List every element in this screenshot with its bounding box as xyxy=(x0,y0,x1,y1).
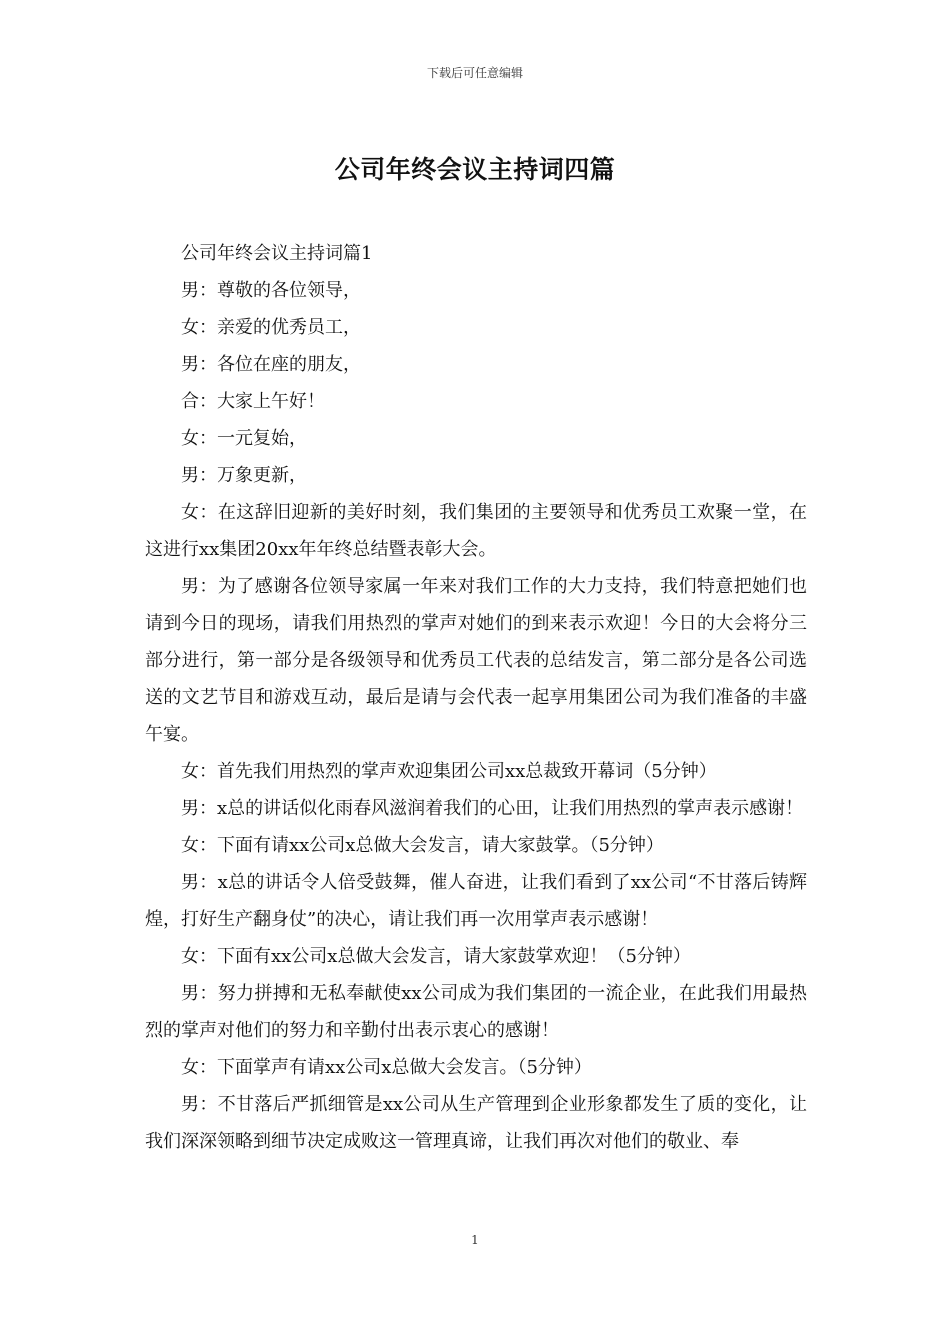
paragraph: 男：x总的讲话令人倍受鼓舞，催人奋进，让我们看到了xx公司“不甘落后铸辉煌，打好生产翻身仗”的决心，请让我们再一次用掌声表示感谢！ xyxy=(145,872,807,930)
paragraph: 合：大家上午好！ xyxy=(181,391,325,412)
paragraph: 男：为了感谢各位领导家属一年来对我们工作的大力支持，我们特意把她们也请到今日的现场，请我们用热烈的掌声对她们的到来表示欢迎！今日的大会将分三部分进行，第一部分是各级领导和优秀员工代表的总结发言，第二部分是各公司选送的文艺节目和游戏互动，最后是请与会代表一起享用集团公司为我们准备的丰盛午宴。 xyxy=(145,576,807,745)
paragraph: 女：下面掌声有请xx公司x总做大会发言。（5分钟） xyxy=(181,1057,592,1078)
paragraph: 女：下面有请xx公司x总做大会发言，请大家鼓掌。（5分钟） xyxy=(181,835,664,856)
paragraph: 男：万象更新， xyxy=(181,465,307,486)
section-heading: 公司年终会议主持词篇1 xyxy=(181,243,373,264)
paragraph: 男：各位在座的朋友， xyxy=(181,354,361,375)
page-number: 1 xyxy=(471,1233,479,1247)
paragraph: 女：亲爱的优秀员工， xyxy=(181,317,361,338)
page-header: 下载后可任意编辑 xyxy=(426,66,523,80)
paragraph: 男：x总的讲话似化雨春风滋润着我们的心田，让我们用热烈的掌声表示感谢！ xyxy=(181,798,804,819)
paragraph: 男：不甘落后严抓细管是xx公司从生产管理到企业形象都发生了质的变化，让我们深深领略到细节决定成败这一管理真谛，让我们再次对他们的敬业、奉 xyxy=(145,1094,807,1152)
paragraph: 女：一元复始， xyxy=(181,428,307,449)
paragraph: 女：下面有xx公司x总做大会发言，请大家鼓掌欢迎！（5分钟） xyxy=(181,946,691,967)
document-title: 公司年终会议主持词四篇 xyxy=(334,155,616,184)
paragraph: 男：努力拼搏和无私奉献使xx公司成为我们集团的一流企业，在此我们用最热烈的掌声对他们的努力和辛勤付出表示衷心的感谢！ xyxy=(145,983,807,1041)
paragraph: 女：首先我们用热烈的掌声欢迎集团公司xx总裁致开幕词（5分钟） xyxy=(181,761,717,782)
document-body xyxy=(145,235,807,1160)
paragraph: 女：在这辞旧迎新的美好时刻，我们集团的主要领导和优秀员工欢聚一堂，在这进行xx集团20xx年年终总结暨表彰大会。 xyxy=(145,502,807,560)
paragraph: 男：尊敬的各位领导， xyxy=(181,280,361,301)
